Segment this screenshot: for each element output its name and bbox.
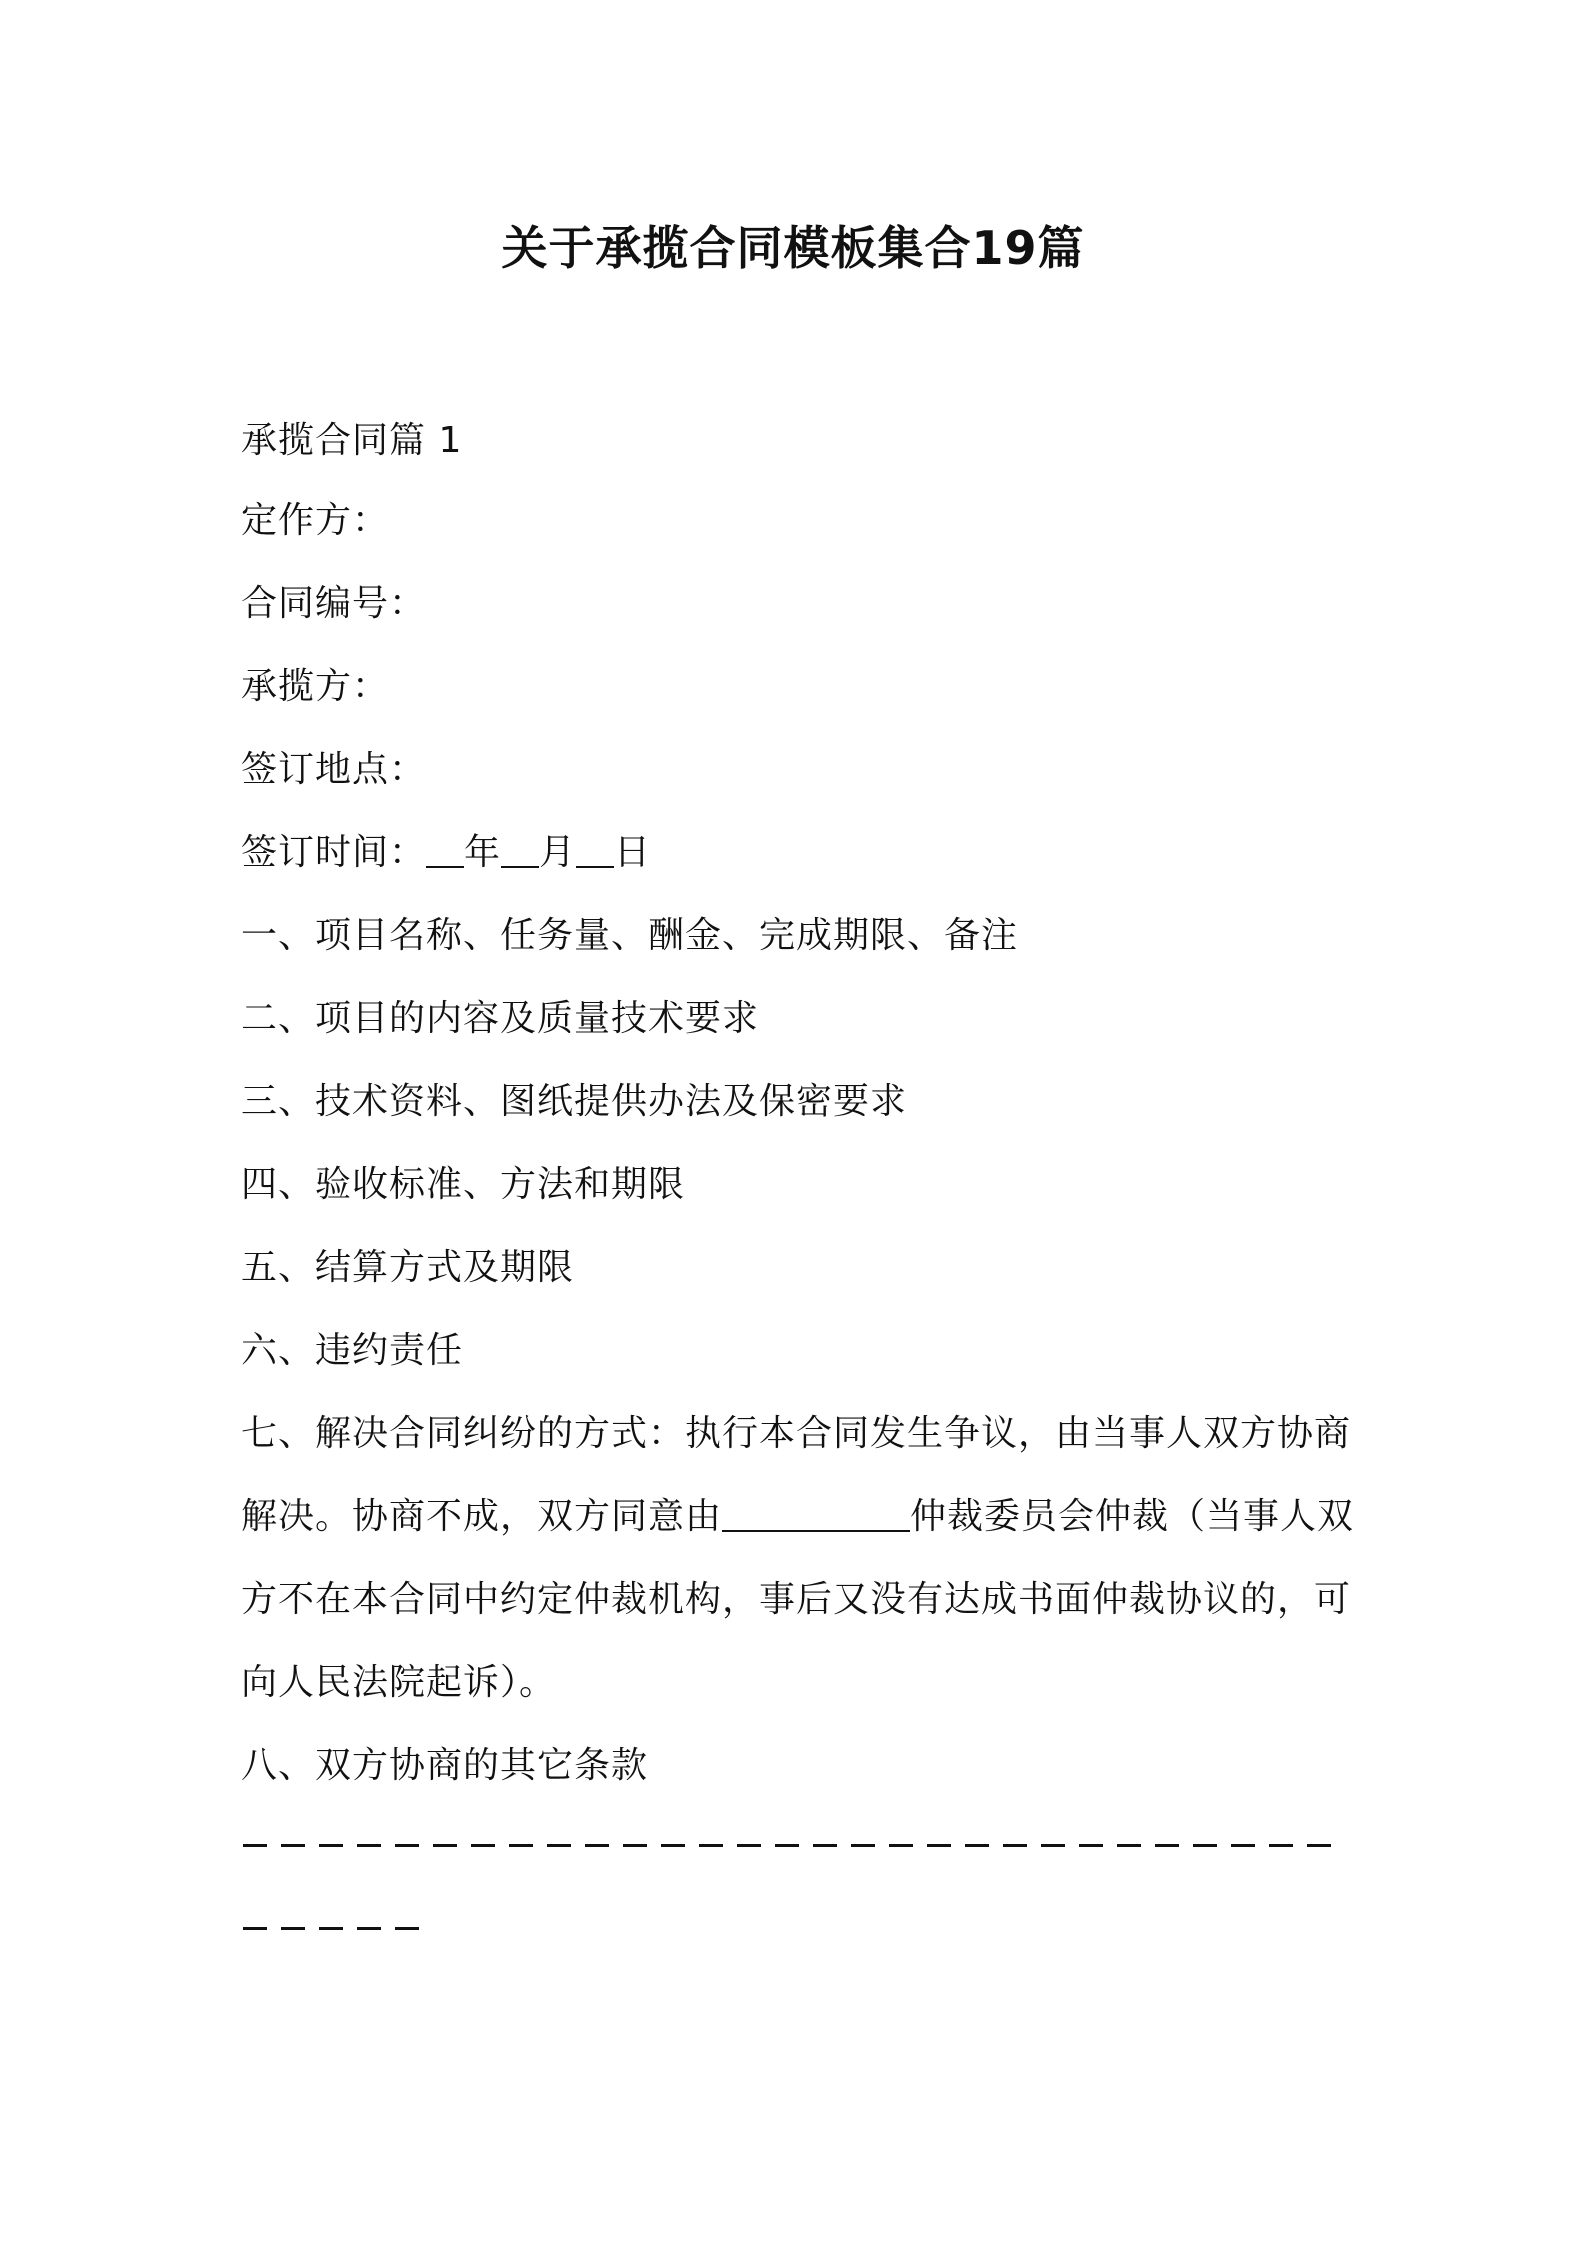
dash-segment: [889, 1844, 913, 1847]
dash-segment: [547, 1844, 571, 1847]
dash-segment: [585, 1844, 609, 1847]
clause-7-line-3: 方不在本合同中约定仲裁机构，事后又没有达成书面仲裁协议的，可: [241, 1579, 1352, 1620]
dash-segment: [357, 1927, 381, 1930]
dash-segment: [1231, 1844, 1255, 1847]
dash-segment: [851, 1844, 875, 1847]
dash-segment: [1269, 1844, 1293, 1847]
dash-segment: [319, 1844, 343, 1847]
dash-segment: [1155, 1844, 1179, 1847]
dash-segment: [927, 1844, 951, 1847]
dash-segment: [1041, 1844, 1065, 1847]
clause-4: 四、验收标准、方法和期限: [241, 1164, 686, 1205]
dash-segment: [395, 1927, 419, 1930]
dash-segment: [281, 1927, 305, 1930]
dash-segment: [699, 1844, 723, 1847]
dash-segment: [1117, 1844, 1141, 1847]
field-orderer: 定作方：: [241, 500, 390, 541]
clause-7-line-2-after: 仲裁委员会仲裁（当事人双: [910, 1496, 1355, 1537]
clause-7-line-2: [241, 1475, 1361, 1558]
blank-dash-line-1: [243, 1844, 1331, 1848]
dash-segment: [243, 1844, 267, 1847]
field-sign-place: 签订地点：: [241, 749, 427, 790]
year-label: 年: [464, 832, 502, 873]
dash-segment: [813, 1844, 837, 1847]
dash-segment: [433, 1844, 457, 1847]
dash-segment: [281, 1844, 305, 1847]
dash-segment: [737, 1844, 761, 1847]
field-contract-no: 合同编号：: [241, 583, 427, 624]
clause-7-line-4: 向人民法院起诉）。: [241, 1662, 557, 1703]
dash-segment: [965, 1844, 989, 1847]
field-sign-time: [241, 828, 651, 878]
month-blank: [501, 830, 539, 868]
day-label: 日: [614, 832, 652, 873]
dash-segment: [623, 1844, 647, 1847]
clause-1: 一、项目名称、任务量、酬金、完成期限、备注: [241, 915, 1019, 956]
arbitration-blank: [722, 1494, 910, 1532]
clause-3: 三、技术资料、图纸提供办法及保密要求: [241, 1081, 908, 1122]
clause-7-line-1: 七、解决合同纠纷的方式：执行本合同发生争议，由当事人双方协商: [241, 1413, 1352, 1454]
day-blank: [576, 830, 614, 868]
document-title: 关于承揽合同模板集合19篇: [501, 221, 1085, 275]
dash-segment: [357, 1844, 381, 1847]
dash-segment: [1079, 1844, 1103, 1847]
dash-segment: [395, 1844, 419, 1847]
dash-segment: [1193, 1844, 1217, 1847]
dash-segment: [775, 1844, 799, 1847]
blank-dash-line-2: [243, 1927, 419, 1931]
field-contractor: 承揽方：: [241, 666, 390, 707]
dash-segment: [1307, 1844, 1331, 1847]
clause-6: 六、违约责任: [241, 1330, 464, 1371]
year-blank: [426, 830, 464, 868]
sign-time-label: 签订时间：: [241, 832, 427, 873]
dash-segment: [509, 1844, 533, 1847]
section-heading: 承揽合同篇 1: [241, 420, 463, 461]
clause-8: 八、双方协商的其它条款: [241, 1745, 649, 1786]
dash-segment: [319, 1927, 343, 1930]
dash-segment: [1003, 1844, 1027, 1847]
dash-segment: [661, 1844, 685, 1847]
month-label: 月: [539, 832, 577, 873]
dash-segment: [471, 1844, 495, 1847]
clause-5: 五、结算方式及期限: [241, 1247, 575, 1288]
clause-7: [241, 1392, 1361, 1724]
clause-7-line-2-before: 解决。协商不成，双方同意由: [241, 1496, 723, 1537]
dash-segment: [243, 1927, 267, 1930]
clause-2: 二、项目的内容及质量技术要求: [241, 998, 760, 1039]
